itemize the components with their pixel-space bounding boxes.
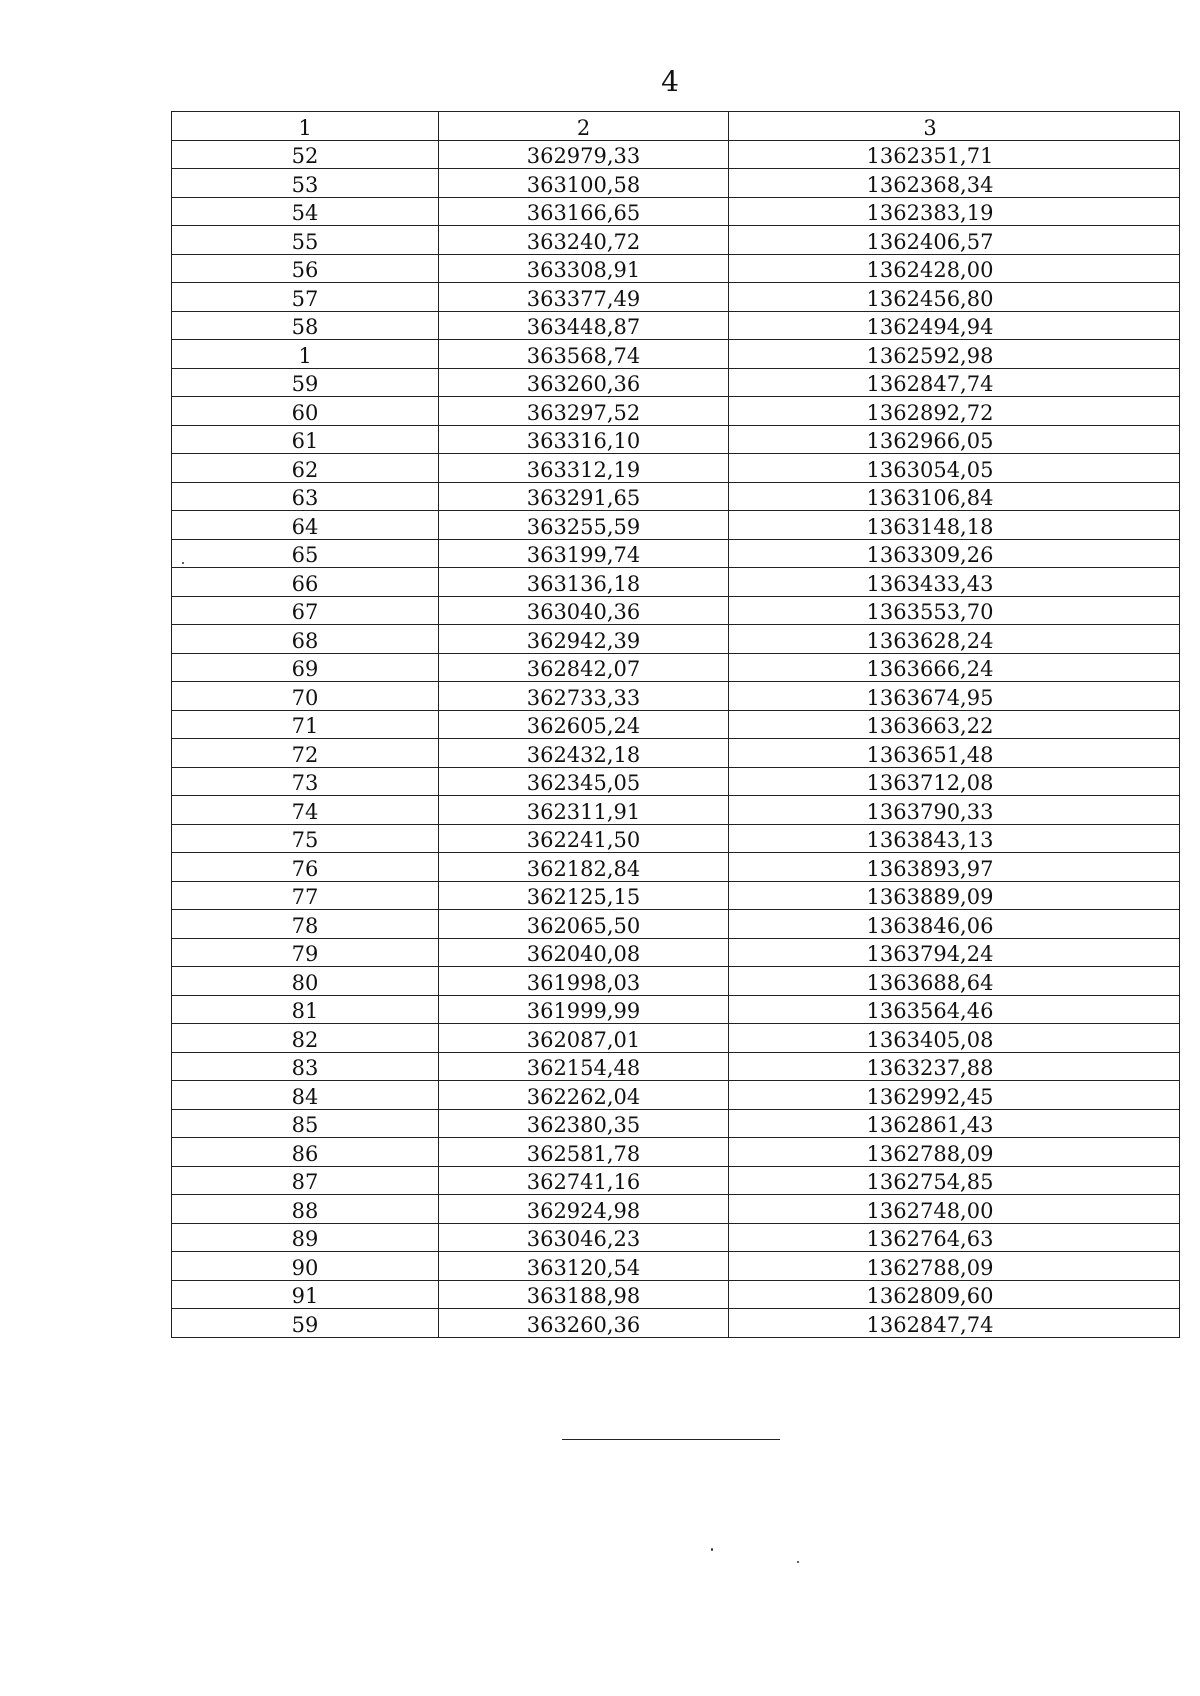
table-row [172, 140, 1180, 169]
x-coordinate-cell: 362182,84 [439, 853, 729, 882]
point-number-cell: 87 [172, 1166, 439, 1195]
table-row [172, 1024, 1180, 1053]
table-row [172, 568, 1180, 597]
point-number-cell: 83 [172, 1052, 439, 1081]
point-number-cell: 59 [172, 1309, 439, 1338]
table-row [172, 938, 1180, 967]
point-number-cell: 65 [172, 539, 439, 568]
y-coordinate-cell: 1363651,48 [729, 739, 1180, 768]
y-coordinate-cell: 1363674,95 [729, 682, 1180, 711]
table-row [172, 1052, 1180, 1081]
table-row [172, 653, 1180, 682]
table-row [172, 1166, 1180, 1195]
table-row [172, 254, 1180, 283]
point-number-cell: 1 [172, 340, 439, 369]
point-number-cell: 55 [172, 226, 439, 255]
point-number-cell: 66 [172, 568, 439, 597]
y-coordinate-cell: 1363106,84 [729, 482, 1180, 511]
table-row [172, 682, 1180, 711]
table-row [172, 226, 1180, 255]
x-coordinate-cell: 361998,03 [439, 967, 729, 996]
y-coordinate-cell: 1363309,26 [729, 539, 1180, 568]
table-row [172, 881, 1180, 910]
point-number-cell: 67 [172, 596, 439, 625]
point-number-cell: 68 [172, 625, 439, 654]
x-coordinate-cell: 363100,58 [439, 169, 729, 198]
point-number-cell: 84 [172, 1081, 439, 1110]
x-coordinate-cell: 363046,23 [439, 1223, 729, 1252]
y-coordinate-cell: 1363846,06 [729, 910, 1180, 939]
point-number-cell: 86 [172, 1138, 439, 1167]
x-coordinate-cell: 363308,91 [439, 254, 729, 283]
point-number-cell: 59 [172, 368, 439, 397]
table-row [172, 596, 1180, 625]
y-coordinate-cell: 1363712,08 [729, 767, 1180, 796]
table-row [172, 1252, 1180, 1281]
point-number-cell: 89 [172, 1223, 439, 1252]
table-row [172, 967, 1180, 996]
y-coordinate-cell: 1362966,05 [729, 425, 1180, 454]
y-coordinate-cell: 1363564,46 [729, 995, 1180, 1024]
scan-speck [711, 1548, 713, 1551]
column-header-3: 3 [729, 112, 1180, 141]
x-coordinate-cell: 363040,36 [439, 596, 729, 625]
table-row [172, 1081, 1180, 1110]
page-number: 4 [661, 65, 679, 98]
end-of-table-rule [562, 1439, 780, 1440]
y-coordinate-cell: 1363790,33 [729, 796, 1180, 825]
x-coordinate-cell: 363188,98 [439, 1280, 729, 1309]
point-number-cell: 90 [172, 1252, 439, 1281]
x-coordinate-cell: 362241,50 [439, 824, 729, 853]
table-row [172, 625, 1180, 654]
y-coordinate-cell: 1362428,00 [729, 254, 1180, 283]
table-row [172, 368, 1180, 397]
y-coordinate-cell: 1363148,18 [729, 511, 1180, 540]
table-row [172, 511, 1180, 540]
table-row [172, 169, 1180, 198]
table-row [172, 853, 1180, 882]
point-number-cell: 60 [172, 397, 439, 426]
table-row [172, 910, 1180, 939]
table-row [172, 197, 1180, 226]
x-coordinate-cell: 362345,05 [439, 767, 729, 796]
x-coordinate-cell: 363136,18 [439, 568, 729, 597]
y-coordinate-cell: 1363433,43 [729, 568, 1180, 597]
point-number-cell: 78 [172, 910, 439, 939]
scan-speck [182, 562, 184, 564]
point-number-cell: 57 [172, 283, 439, 312]
x-coordinate-cell: 362581,78 [439, 1138, 729, 1167]
table-row [172, 767, 1180, 796]
table-row [172, 340, 1180, 369]
x-coordinate-cell: 363297,52 [439, 397, 729, 426]
x-coordinate-cell: 362154,48 [439, 1052, 729, 1081]
x-coordinate-cell: 363448,87 [439, 311, 729, 340]
y-coordinate-cell: 1362494,94 [729, 311, 1180, 340]
y-coordinate-cell: 1362383,19 [729, 197, 1180, 226]
table-row [172, 539, 1180, 568]
y-coordinate-cell: 1363628,24 [729, 625, 1180, 654]
point-number-cell: 54 [172, 197, 439, 226]
x-coordinate-cell: 362380,35 [439, 1109, 729, 1138]
x-coordinate-cell: 362040,08 [439, 938, 729, 967]
coordinates-table [171, 111, 1180, 1338]
point-number-cell: 61 [172, 425, 439, 454]
table-row [172, 311, 1180, 340]
y-coordinate-cell: 1363893,97 [729, 853, 1180, 882]
point-number-cell: 71 [172, 710, 439, 739]
table-row [172, 397, 1180, 426]
table-row [172, 739, 1180, 768]
y-coordinate-cell: 1362748,00 [729, 1195, 1180, 1224]
y-coordinate-cell: 1362809,60 [729, 1280, 1180, 1309]
table-row [172, 1280, 1180, 1309]
point-number-cell: 52 [172, 140, 439, 169]
point-number-cell: 69 [172, 653, 439, 682]
y-coordinate-cell: 1362351,71 [729, 140, 1180, 169]
y-coordinate-cell: 1363054,05 [729, 454, 1180, 483]
x-coordinate-cell: 363166,65 [439, 197, 729, 226]
point-number-cell: 76 [172, 853, 439, 882]
y-coordinate-cell: 1362592,98 [729, 340, 1180, 369]
y-coordinate-cell: 1362764,63 [729, 1223, 1180, 1252]
point-number-cell: 75 [172, 824, 439, 853]
x-coordinate-cell: 362979,33 [439, 140, 729, 169]
table-header-row [172, 112, 1180, 141]
table-row [172, 995, 1180, 1024]
point-number-cell: 64 [172, 511, 439, 540]
x-coordinate-cell: 363568,74 [439, 340, 729, 369]
column-header-1: 1 [172, 112, 439, 141]
x-coordinate-cell: 363377,49 [439, 283, 729, 312]
point-number-cell: 79 [172, 938, 439, 967]
y-coordinate-cell: 1363688,64 [729, 967, 1180, 996]
table-row [172, 283, 1180, 312]
y-coordinate-cell: 1362456,80 [729, 283, 1180, 312]
point-number-cell: 80 [172, 967, 439, 996]
x-coordinate-cell: 363312,19 [439, 454, 729, 483]
point-number-cell: 73 [172, 767, 439, 796]
y-coordinate-cell: 1362368,34 [729, 169, 1180, 198]
x-coordinate-cell: 362733,33 [439, 682, 729, 711]
table-row [172, 454, 1180, 483]
x-coordinate-cell: 363291,65 [439, 482, 729, 511]
point-number-cell: 74 [172, 796, 439, 825]
x-coordinate-cell: 362605,24 [439, 710, 729, 739]
x-coordinate-cell: 363120,54 [439, 1252, 729, 1281]
table-row [172, 1195, 1180, 1224]
y-coordinate-cell: 1362992,45 [729, 1081, 1180, 1110]
x-coordinate-cell: 362842,07 [439, 653, 729, 682]
point-number-cell: 62 [172, 454, 439, 483]
y-coordinate-cell: 1363663,22 [729, 710, 1180, 739]
table-row [172, 710, 1180, 739]
x-coordinate-cell: 363255,59 [439, 511, 729, 540]
point-number-cell: 53 [172, 169, 439, 198]
x-coordinate-cell: 362741,16 [439, 1166, 729, 1195]
y-coordinate-cell: 1363237,88 [729, 1052, 1180, 1081]
x-coordinate-cell: 362065,50 [439, 910, 729, 939]
point-number-cell: 82 [172, 1024, 439, 1053]
table-row [172, 1309, 1180, 1338]
y-coordinate-cell: 1363553,70 [729, 596, 1180, 625]
table-row [172, 1223, 1180, 1252]
x-coordinate-cell: 362311,91 [439, 796, 729, 825]
point-number-cell: 56 [172, 254, 439, 283]
y-coordinate-cell: 1362788,09 [729, 1138, 1180, 1167]
table-row [172, 1109, 1180, 1138]
x-coordinate-cell: 362924,98 [439, 1195, 729, 1224]
x-coordinate-cell: 363260,36 [439, 1309, 729, 1338]
y-coordinate-cell: 1362788,09 [729, 1252, 1180, 1281]
x-coordinate-cell: 362942,39 [439, 625, 729, 654]
y-coordinate-cell: 1363843,13 [729, 824, 1180, 853]
scan-speck [797, 1561, 799, 1563]
table-body [172, 112, 1180, 1338]
point-number-cell: 72 [172, 739, 439, 768]
table-row [172, 425, 1180, 454]
y-coordinate-cell: 1362892,72 [729, 397, 1180, 426]
x-coordinate-cell: 362262,04 [439, 1081, 729, 1110]
x-coordinate-cell: 363199,74 [439, 539, 729, 568]
point-number-cell: 70 [172, 682, 439, 711]
table-row [172, 482, 1180, 511]
y-coordinate-cell: 1363666,24 [729, 653, 1180, 682]
x-coordinate-cell: 362432,18 [439, 739, 729, 768]
table-row [172, 796, 1180, 825]
x-coordinate-cell: 362087,01 [439, 1024, 729, 1053]
point-number-cell: 91 [172, 1280, 439, 1309]
column-header-2: 2 [439, 112, 729, 141]
y-coordinate-cell: 1363405,08 [729, 1024, 1180, 1053]
x-coordinate-cell: 361999,99 [439, 995, 729, 1024]
y-coordinate-cell: 1363889,09 [729, 881, 1180, 910]
table-row [172, 1138, 1180, 1167]
x-coordinate-cell: 363316,10 [439, 425, 729, 454]
y-coordinate-cell: 1362754,85 [729, 1166, 1180, 1195]
point-number-cell: 81 [172, 995, 439, 1024]
y-coordinate-cell: 1363794,24 [729, 938, 1180, 967]
y-coordinate-cell: 1362861,43 [729, 1109, 1180, 1138]
point-number-cell: 85 [172, 1109, 439, 1138]
y-coordinate-cell: 1362406,57 [729, 226, 1180, 255]
table-row [172, 824, 1180, 853]
point-number-cell: 63 [172, 482, 439, 511]
point-number-cell: 77 [172, 881, 439, 910]
point-number-cell: 88 [172, 1195, 439, 1224]
x-coordinate-cell: 362125,15 [439, 881, 729, 910]
x-coordinate-cell: 363260,36 [439, 368, 729, 397]
y-coordinate-cell: 1362847,74 [729, 1309, 1180, 1338]
x-coordinate-cell: 363240,72 [439, 226, 729, 255]
point-number-cell: 58 [172, 311, 439, 340]
y-coordinate-cell: 1362847,74 [729, 368, 1180, 397]
